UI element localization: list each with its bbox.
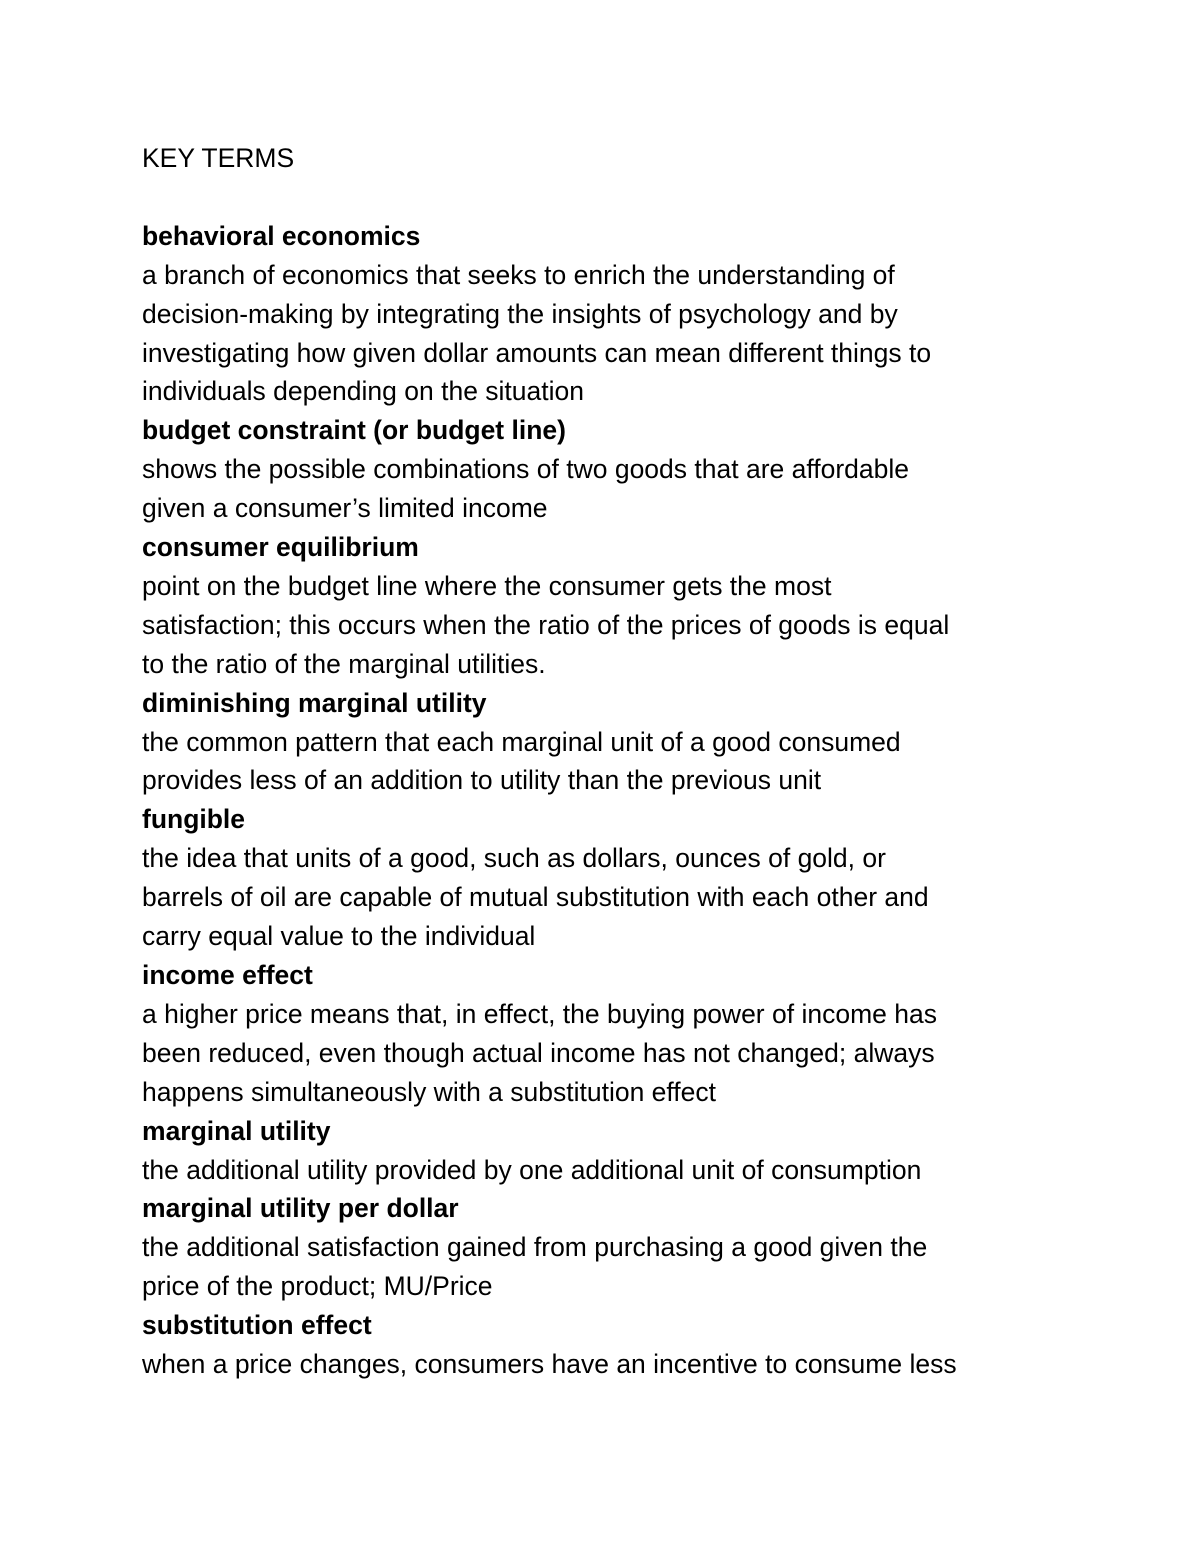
- definition-line: shows the possible combinations of two goods that are affordable: [142, 454, 910, 485]
- definition-line: price of the product; MU/Price: [142, 1271, 493, 1302]
- definition-line: been reduced, even though actual income has not changed; always: [142, 1037, 935, 1068]
- definition-line: happens simultaneously with a substitution effect: [142, 1076, 717, 1107]
- definition-line: the additional utility provided by one additional unit of consumption: [142, 1154, 922, 1185]
- definition-line: the additional satisfaction gained from purchasing a good given the: [142, 1232, 928, 1263]
- definition-line: barrels of oil are capable of mutual substitution with each other and: [142, 882, 929, 913]
- term-heading: substitution effect: [142, 1310, 372, 1341]
- term-heading: marginal utility: [142, 1115, 331, 1146]
- definition-line: when a price changes, consumers have an incentive to consume less: [142, 1349, 957, 1380]
- term-heading: marginal utility per dollar: [142, 1193, 459, 1224]
- definition-line: the idea that units of a good, such as dollars, ounces of gold, or: [142, 843, 886, 874]
- term-heading: diminishing marginal utility: [142, 687, 487, 718]
- title-spacer: [142, 178, 1082, 217]
- definition-line: given a consumer’s limited income: [142, 493, 548, 524]
- page-title: KEY TERMS: [142, 143, 295, 173]
- definition-line: satisfaction; this occurs when the ratio of the prices of goods is equal: [142, 609, 950, 640]
- definition-line: investigating how given dollar amounts can mean different things to: [142, 337, 932, 368]
- definition-line: individuals depending on the situation: [142, 376, 584, 407]
- definition-line: point on the budget line where the consumer gets the most: [142, 570, 832, 601]
- definition-line: decision-making by integrating the insights of psychology and by: [142, 298, 898, 329]
- definition-line: to the ratio of the marginal utilities.: [142, 648, 546, 679]
- definition-line: the common pattern that each marginal unit of a good consumed: [142, 726, 901, 757]
- term-heading: fungible: [142, 804, 246, 835]
- definition-line: a higher price means that, in effect, the buying power of income has: [142, 998, 937, 1029]
- term-heading: consumer equilibrium: [142, 532, 419, 563]
- definition-line: a branch of economics that seeks to enrich the understanding of: [142, 259, 895, 290]
- term-heading: budget constraint (or budget line): [142, 415, 566, 446]
- definition-line: provides less of an addition to utility than the previous unit: [142, 765, 822, 796]
- term-heading: behavioral economics: [142, 220, 421, 251]
- document-content: [142, 139, 1082, 1384]
- term-heading: income effect: [142, 960, 313, 991]
- definition-line: carry equal value to the individual: [142, 921, 536, 952]
